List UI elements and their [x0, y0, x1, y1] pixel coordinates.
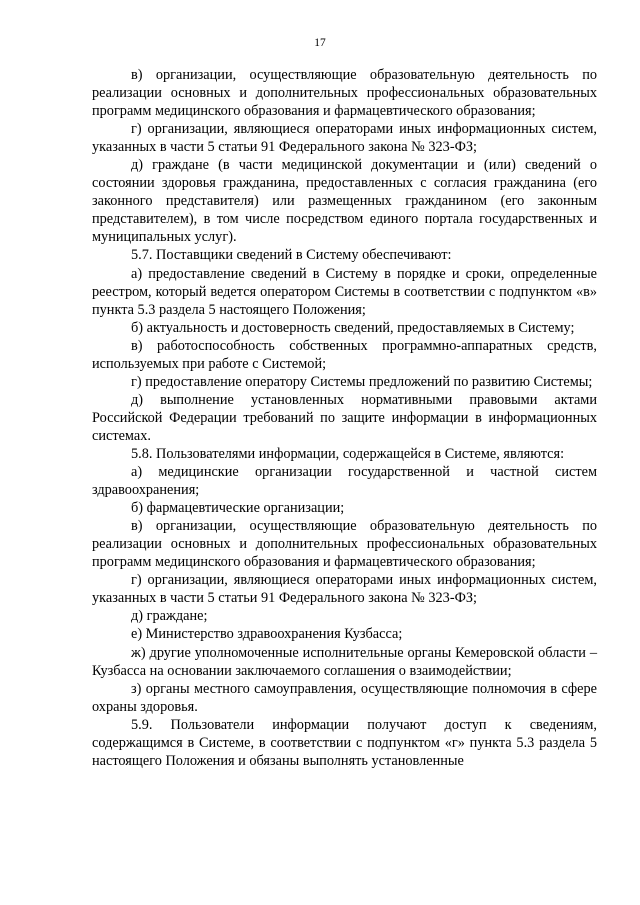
- paragraph-5-7-g: г) предоставление оператору Системы предложений по развитию Системы;: [131, 373, 593, 390]
- paragraph-5-6-g: г) организации, являющиеся операторами иных информационных систем, указанных в части 5 статьи 91 Федерального закона № 323-ФЗ;: [92, 121, 597, 156]
- paragraph-5-8-v: в) организации, осуществляющие образовательную деятельность по реализации основных и дополнительных профессиональных образовательных программ медицинского образования и фармацевтического образования;: [92, 518, 597, 571]
- paragraph-5-7-heading: 5.7. Поставщики сведений в Систему обеспечивают:: [131, 247, 452, 264]
- paragraph-5-9: 5.9. Пользователи информации получают доступ к сведениям, содержащимся в Системе, в соответствии с подпунктом «г» пункта 5.3 раздела 5 настоящего Положения и обязаны выполнять установленные: [92, 716, 597, 769]
- paragraph-5-8-zh: ж) другие уполномоченные исполнительные органы Кемеровской области – Кузбасса на основании заключаемого соглашения о взаимодействии;: [92, 644, 597, 679]
- paragraph-5-8-e: е) Министерство здравоохранения Кузбасса;: [131, 626, 403, 643]
- paragraph-5-8-heading: 5.8. Пользователями информации, содержащейся в Системе, являются:: [131, 445, 565, 462]
- page-number: 17: [314, 37, 326, 49]
- paragraph-5-8-g: г) организации, являющиеся операторами иных информационных систем, указанных в части 5 статьи 91 Федерального закона № 323-ФЗ;: [92, 572, 597, 607]
- paragraph-5-8-a: а) медицинские организации государственной и частной систем здравоохранения;: [92, 464, 597, 499]
- paragraph-5-6-d: д) граждане (в части медицинской документации и (или) сведений о состоянии здоровья гражданина, предоставленных с согласия гражданина (его законного представителя) или размещенных гражданином (его законным представителем), в том числе посредством единого портала государственных и муниципальных услуг).: [92, 157, 597, 246]
- paragraph-5-8-b: б) фармацевтические организации;: [131, 500, 345, 517]
- paragraph-5-7-b: б) актуальность и достоверность сведений, предоставляемых в Систему;: [131, 319, 575, 336]
- paragraph-5-7-a: а) предоставление сведений в Систему в порядке и сроки, определенные реестром, который ведется оператором Системы в соответствии с подпунктом «в» пункта 5.3 раздела 5 настоящего Положения;: [92, 265, 597, 318]
- paragraph-5-8-d: д) граждане;: [131, 608, 208, 625]
- paragraph-5-7-d: д) выполнение установленных нормативными правовыми актами Российской Федерации требований по защите информации в информационных системах.: [92, 391, 597, 444]
- paragraph-5-6-v: в) организации, осуществляющие образовательную деятельность по реализации основных и дополнительных профессиональных образовательных программ медицинского образования и фармацевтического образования;: [92, 67, 597, 120]
- paragraph-5-8-z: з) органы местного самоуправления, осуществляющие полномочия в сфере охраны здоровья.: [92, 680, 597, 715]
- document-body: [92, 66, 597, 770]
- paragraph-5-7-v: в) работоспособность собственных программно-аппаратных средств, используемых при работе с Системой;: [92, 337, 597, 372]
